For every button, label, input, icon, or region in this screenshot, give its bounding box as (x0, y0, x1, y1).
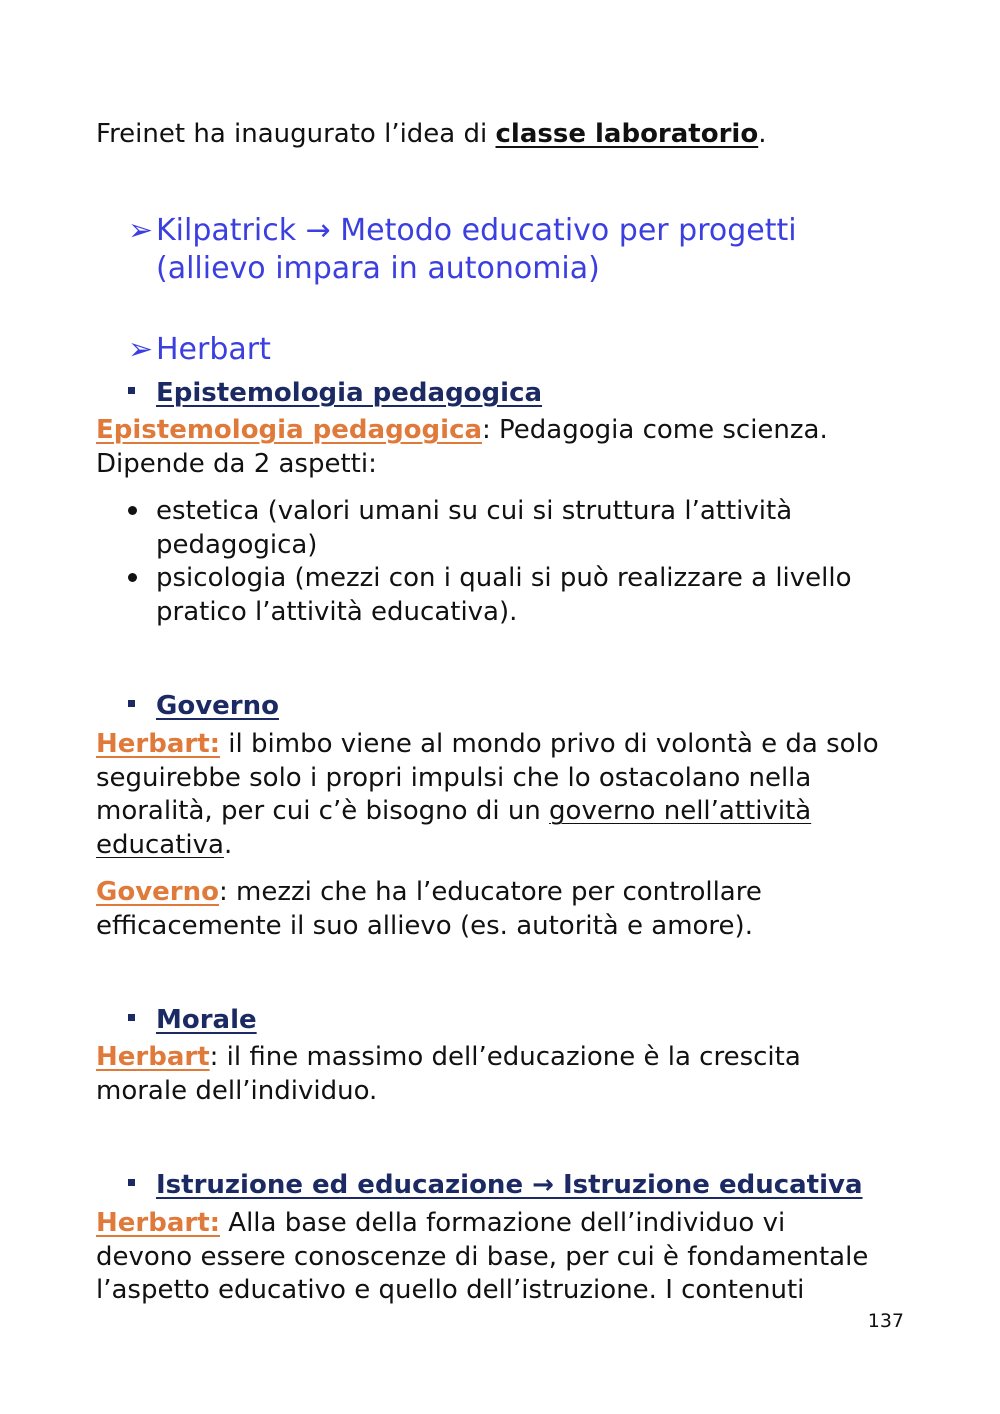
list-item-cont (128, 595, 517, 629)
herbart-heading-label: Herbart (156, 332, 271, 367)
arrow-bullet-icon: ➢ (128, 332, 154, 367)
governo-p1-line-1-rest: il bimbo viene al mondo privo di volontà e da solo (220, 729, 879, 759)
section-heading-label: Istruzione ed educazione → Istruzione educativa (156, 1170, 863, 1200)
section-heading-label: Epistemologia pedagogica (156, 378, 543, 408)
section-heading-istruzione (128, 1168, 863, 1202)
section-heading-label: Morale (156, 1005, 257, 1035)
intro-emphasis: classe laboratorio (495, 119, 759, 149)
morale-line-1 (96, 1040, 801, 1074)
page-number: 137 (867, 1310, 904, 1332)
term-highlight: Epistemologia pedagogica (96, 415, 483, 445)
governo-p1-underlined: educativa (96, 830, 224, 860)
governo-p1-line-4 (96, 828, 232, 862)
list-item-line-2: pedagogica) (156, 530, 318, 560)
morale-line-2: morale dell’individuo. (96, 1076, 378, 1106)
intro-period: . (758, 119, 767, 149)
governo-p1-line-3-plain: moralità, per cui c’è bisogno di un (96, 796, 550, 826)
epistemologia-line-1 (96, 413, 828, 447)
governo-p2-line-2: efficacemente il suo allievo (es. autorità e amore). (96, 911, 753, 941)
governo-p1-line-4-rest: . (223, 830, 233, 860)
bullet-dot-icon (128, 573, 137, 582)
square-bullet-icon (128, 700, 135, 707)
square-bullet-icon (128, 1179, 135, 1186)
kilpatrick-line-1: Kilpatrick → Metodo educativo per progetti (156, 213, 797, 248)
arrow-bullet-icon: ➢ (128, 213, 154, 248)
istruzione-line-2: devono essere conoscenze di base, per cui è fondamentale (96, 1242, 869, 1272)
list-item (128, 561, 852, 595)
list-item-line-2: pratico l’attività educativa). (156, 597, 518, 627)
section-heading-epistemologia (128, 376, 542, 410)
governo-p1-line-2: seguirebbe solo i propri impulsi che lo ostacolano nella (96, 763, 812, 793)
term-highlight: Herbart (96, 1042, 210, 1072)
list-item-line-1: estetica (valori umani su cui si struttura l’attività (156, 496, 793, 526)
istruzione-line-3: l’aspetto educativo e quello dell’istruzione. I contenuti (96, 1275, 805, 1305)
section-heading-label: Governo (156, 691, 279, 721)
intro-paragraph (96, 117, 766, 151)
kilpatrick-heading-cont (128, 250, 600, 288)
list-item-cont (128, 528, 317, 562)
governo-p1-underlined: governo nell’attività (549, 796, 812, 826)
square-bullet-icon (128, 387, 135, 394)
governo-p1-line-3 (96, 794, 811, 828)
section-heading-morale (128, 1003, 257, 1037)
istruzione-line-1-rest: Alla base della formazione dell’individuo vi (220, 1208, 786, 1238)
list-item-line-1: psicologia (mezzi con i quali si può realizzare a livello (156, 563, 852, 593)
term-highlight: Governo (96, 877, 219, 907)
term-highlight: Herbart: (96, 729, 221, 759)
governo-p2-line-1-rest: : mezzi che ha l’educatore per controllare (218, 877, 762, 907)
governo-p1-line-1 (96, 727, 879, 761)
kilpatrick-line-2: (allievo impara in autonomia) (156, 251, 600, 286)
epistemologia-line-1-rest: : Pedagogia come scienza. (482, 415, 828, 445)
herbart-heading (128, 331, 271, 369)
kilpatrick-heading (128, 212, 797, 250)
governo-p2-line-1 (96, 875, 762, 909)
square-bullet-icon (128, 1014, 135, 1021)
term-highlight: Herbart: (96, 1208, 221, 1238)
morale-line-1-rest: : il fine massimo dell’educazione è la crescita (209, 1042, 801, 1072)
istruzione-line-1 (96, 1206, 785, 1240)
intro-text: Freinet ha inaugurato l’idea di (96, 119, 496, 149)
list-item (128, 494, 792, 528)
section-heading-governo (128, 689, 279, 723)
epistemologia-line-2: Dipende da 2 aspetti: (96, 449, 377, 479)
bullet-dot-icon (128, 506, 137, 515)
